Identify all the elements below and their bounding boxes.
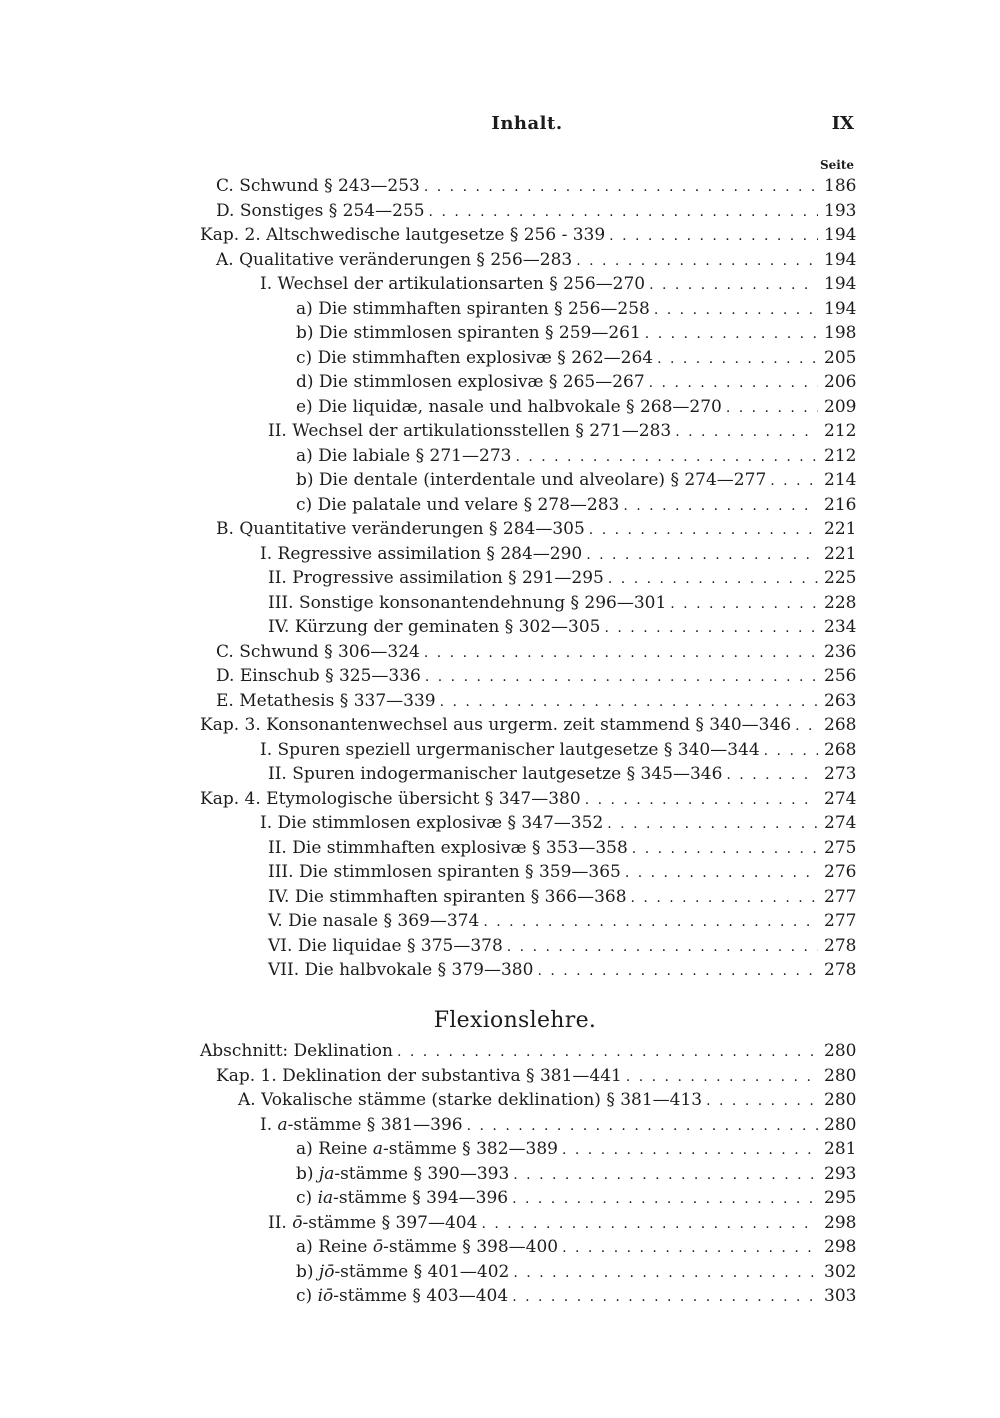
toc-entry-text: Die nasale § 369—374 (288, 911, 480, 931)
toc-entry-text: Die palatale und velare § 278—283 (317, 494, 620, 515)
toc-entry-text: Wechsel der artikulationsstellen § 271—283 (292, 421, 672, 441)
toc-entry-title (268, 836, 628, 861)
dot-leader (764, 739, 818, 764)
toc-entry (200, 1211, 857, 1236)
toc-entry-title (296, 1137, 558, 1162)
toc-entry-page: 280 (824, 1114, 857, 1135)
toc-entry-number: c) (296, 1188, 313, 1208)
toc-entry-page: 303 (824, 1286, 857, 1306)
toc-entry-text: Schwund § 243—253 (239, 176, 420, 196)
toc-entry-number: III. (268, 862, 294, 882)
toc-entry-text: Regressive assimilation § 284—290 (277, 543, 583, 564)
toc-entry-text: Die stimmhaften explosivæ § 353—358 (292, 837, 628, 858)
toc-entry-title (296, 370, 645, 395)
dot-leader (649, 273, 818, 298)
toc-entry-page: 236 (824, 641, 857, 662)
toc-entry-page: 280 (824, 1041, 857, 1061)
toc-entry-page: 268 (824, 739, 857, 760)
toc-entry-title (296, 1235, 558, 1260)
toc-entry-text: -stämme § 381—396 (287, 1114, 463, 1135)
dot-leader (675, 420, 818, 445)
toc-entry-text: Die liquidæ, nasale und halbvokale § 268—270 (318, 396, 722, 417)
toc-entry-page: 256 (824, 666, 857, 686)
toc-entry-text: Die stimmlosen spiranten § 259—261 (318, 323, 641, 343)
toc-entry-page: 293 (824, 1163, 857, 1184)
toc-entry (200, 542, 857, 567)
toc-entry-number: I. (260, 739, 273, 760)
dot-leader (537, 959, 818, 984)
toc-entry-title (296, 444, 511, 469)
toc-entry-text: Konsonantenwechsel aus urgerm. zeit stammend § 340—346 (266, 715, 792, 735)
dot-leader (512, 1187, 818, 1212)
toc-entry-text-tail: -stämme § 398—400 (383, 1237, 559, 1257)
toc-entry-text: Quantitative veränderungen § 284—305 (239, 519, 585, 539)
toc-entry-text-tail: -stämme § 382—389 (383, 1139, 558, 1159)
dot-leader (706, 1089, 818, 1114)
toc-entry-title (260, 542, 582, 567)
dot-leader (726, 396, 818, 421)
toc-entry-page: 221 (824, 519, 857, 539)
toc-entry-number: VI. (268, 935, 293, 956)
toc-entry-page: 275 (824, 837, 857, 858)
toc-entry-number: a) (296, 445, 313, 466)
toc-entry-number: A. (238, 1090, 256, 1110)
toc-entry-text: Reine (318, 1139, 373, 1159)
dot-leader (424, 641, 818, 666)
toc-entry-text: Die stimmlosen explosivæ § 347—352 (277, 813, 604, 833)
dot-leader (562, 1138, 818, 1163)
toc-entry (200, 272, 857, 297)
toc-entry-text: Die stimmlosen explosivæ § 265—267 (318, 372, 645, 392)
toc-entry-title (216, 640, 420, 665)
toc-entry-title (200, 223, 605, 248)
toc-entry-page: 277 (824, 886, 857, 907)
toc-entry (200, 1284, 857, 1309)
toc-entry-text: Die stimmhaften spiranten § 256—258 (318, 298, 650, 319)
toc-entry-text: Reine (318, 1237, 373, 1257)
toc-entry (200, 566, 857, 591)
toc-entry-title (200, 713, 791, 738)
toc-entry-page: 234 (824, 617, 857, 637)
toc-entry (200, 1162, 857, 1187)
toc-entry-number: c) (296, 1286, 313, 1306)
dot-leader (483, 910, 818, 935)
toc-entry-number: b) (296, 470, 314, 490)
toc-entry-number: C. (216, 176, 234, 196)
toc-entry-text: Altschwedische lautgesetze § 256 - 339 (266, 225, 606, 245)
toc-lautlehre-list (200, 174, 857, 983)
toc-entry (200, 738, 857, 763)
dot-leader (607, 812, 818, 837)
toc-entry-text: Wechsel der artikulationsarten § 256—270 (277, 274, 646, 294)
dot-leader (429, 200, 818, 225)
toc-entry (200, 689, 857, 714)
toc-entry-page: 295 (824, 1188, 857, 1208)
dot-leader (605, 616, 819, 641)
dot-leader (623, 494, 818, 519)
dot-leader (657, 347, 818, 372)
toc-entry-page: 278 (824, 960, 857, 980)
dot-leader (645, 322, 818, 347)
toc-entry-number: c) (296, 494, 313, 515)
toc-entry-page: 280 (824, 1090, 857, 1110)
toc-entry-stem: iō (317, 1286, 334, 1306)
toc-entry (200, 713, 857, 738)
toc-entry (200, 664, 857, 689)
toc-entry-page: 209 (824, 396, 857, 417)
toc-entry-number: Kap. 1. (216, 1065, 277, 1086)
toc-entry-number: D. (216, 200, 235, 221)
toc-entry-page: 225 (824, 568, 857, 588)
toc-entry-number: b) (296, 1261, 314, 1282)
toc-entry-number: II. (268, 1212, 287, 1233)
toc-entry-page: 273 (824, 764, 857, 784)
toc-entry (200, 346, 857, 371)
dot-leader (608, 567, 818, 592)
dot-leader (425, 665, 818, 690)
toc-entry-text: Die halbvokale § 379—380 (304, 960, 534, 980)
toc-entry-text-tail: -stämme § 390—393 (334, 1163, 510, 1184)
dot-leader (467, 1114, 818, 1139)
toc-entry-title (260, 811, 603, 836)
toc-entry-number: C. (216, 641, 234, 662)
toc-entry-page: 274 (824, 788, 857, 809)
toc-entry-text: Die stimmhaften spiranten § 366—368 (294, 886, 627, 907)
toc-entry-text-tail: -stämme § 394—396 (333, 1188, 509, 1208)
toc-entry (200, 1137, 857, 1162)
dot-leader (770, 469, 818, 494)
toc-entry-title (238, 1088, 702, 1113)
dot-leader (609, 224, 818, 249)
toc-entry (200, 1186, 857, 1211)
toc-entry-number: b) (296, 1163, 314, 1184)
toc-entry (200, 493, 857, 518)
toc-entry-number: IV. (268, 886, 290, 907)
toc-entry-page: 194 (824, 298, 857, 319)
toc-entry-title (200, 787, 581, 812)
toc-entry (200, 836, 857, 861)
toc-entry-text: Etymologische übersicht § 347—380 (266, 788, 581, 809)
toc-entry-page: 193 (824, 200, 857, 221)
toc-entry-page: 268 (824, 715, 857, 735)
toc-entry-number: Kap. 3. (200, 715, 261, 735)
toc-entry (200, 615, 857, 640)
toc-entry-text: Metathesis § 337—339 (239, 690, 436, 711)
toc-entry (200, 419, 857, 444)
toc-entry-title (216, 174, 420, 199)
toc-entry-title (296, 468, 766, 493)
toc-entry-title (268, 909, 479, 934)
toc-entry-number: d) (296, 372, 314, 392)
toc-entry-number: II. (268, 568, 287, 588)
dot-leader (632, 837, 818, 862)
toc-entry-title (296, 297, 650, 322)
toc-entry-number: III. (268, 592, 294, 613)
toc-entry-page: 186 (824, 176, 857, 196)
toc-entry-number: e) (296, 396, 313, 417)
toc-entry-stem: jō (318, 1261, 335, 1282)
toc-entry (200, 174, 857, 199)
toc-entry-number: b) (296, 323, 314, 343)
toc-entry-number: a) (296, 1237, 313, 1257)
toc-entry-page: 194 (824, 274, 857, 294)
toc-entry-number: I. (260, 543, 273, 564)
toc-entry-page: 205 (824, 347, 857, 368)
dot-leader (515, 445, 818, 470)
running-head (200, 113, 854, 137)
toc-entry-stem: ja (318, 1163, 335, 1184)
toc-entry (200, 468, 857, 493)
toc-entry-text: Spuren speziell urgermanischer lautgesetze § 340—344 (277, 739, 760, 760)
toc-entry-title (296, 321, 641, 346)
toc-entry-number: Kap. 2. (200, 225, 261, 245)
toc-entry-title (296, 1186, 508, 1211)
toc-entry (200, 248, 857, 273)
toc-entry-title (296, 493, 619, 518)
toc-entry-page: 212 (824, 421, 857, 441)
toc-entry-title (296, 1162, 509, 1187)
toc-entry-text-tail: -stämme § 403—404 (333, 1286, 509, 1306)
toc-entry (200, 199, 857, 224)
toc-entry (200, 1235, 857, 1260)
toc-entry-text: Sonstige konsonantendehnung § 296—301 (298, 592, 667, 613)
toc-entry-number: Kap. 4. (200, 788, 261, 809)
toc-entry-title (216, 664, 421, 689)
toc-entry-page: 278 (824, 935, 857, 956)
dot-leader (670, 592, 818, 617)
toc-entry-number: II. (268, 421, 287, 441)
toc-entry-stem: ia (317, 1188, 334, 1208)
toc-entry-title (296, 395, 722, 420)
toc-entry-page: 221 (824, 543, 857, 564)
toc-entry-title (216, 248, 572, 273)
toc-entry-page: 214 (824, 470, 857, 490)
toc-entry-title (296, 346, 653, 371)
toc-entry-number: c) (296, 347, 313, 368)
dot-leader (481, 1212, 818, 1237)
toc-entry-number: I. (260, 813, 273, 833)
dot-leader (625, 861, 818, 886)
toc-entry (200, 444, 857, 469)
toc-entry-page: 198 (824, 323, 857, 343)
toc-entry-number: a) (296, 1139, 313, 1159)
toc-entry (200, 934, 857, 959)
dot-leader (424, 175, 818, 200)
toc-entry-page: 194 (824, 249, 857, 270)
toc-entry-text: Qualitative veränderungen § 256—283 (239, 249, 573, 270)
toc-entry-text-tail: -stämme § 401—402 (334, 1261, 510, 1282)
toc-entry (200, 860, 857, 885)
toc-entry-page: 206 (824, 372, 857, 392)
toc-entry-number: Abschnitt: (200, 1041, 289, 1061)
toc-entry-page: 194 (824, 225, 857, 245)
toc-flexionslehre-list (200, 1039, 857, 1309)
dot-leader (513, 1261, 818, 1286)
toc-entry-title (268, 591, 666, 616)
toc-entry-number: B. (216, 519, 234, 539)
toc-entry-text: Schwund § 306—324 (239, 641, 420, 662)
toc-entry-title (216, 199, 425, 224)
section-heading: Flexionslehre. (433, 1008, 597, 1033)
toc-entry-text: Die stimmlosen spiranten § 359—365 (298, 862, 621, 882)
toc-entry-number: D. (216, 666, 235, 686)
toc-entry-text: Einschub § 325—336 (239, 666, 421, 686)
toc-entry-page: 302 (824, 1261, 857, 1282)
toc-entry-title (216, 517, 585, 542)
toc-entry-text-tail: -stämme § 397—404 (302, 1212, 478, 1233)
toc-entry-title (260, 1113, 463, 1138)
dot-leader (507, 935, 818, 960)
toc-entry-title (200, 1039, 393, 1064)
toc-entry-title (216, 689, 436, 714)
dot-leader (562, 1236, 818, 1261)
toc-entry (200, 1039, 857, 1064)
toc-entry-title (268, 934, 503, 959)
dot-leader (626, 1065, 818, 1090)
toc-entry (200, 958, 857, 983)
toc-entry-title (268, 860, 621, 885)
toc-entry-title (268, 566, 604, 591)
dot-leader (586, 543, 818, 568)
toc-entry-page: 228 (824, 592, 857, 613)
toc-entry (200, 909, 857, 934)
running-head-title: Inhalt. (491, 113, 563, 134)
toc-entry-title (268, 958, 533, 983)
dot-leader (585, 788, 818, 813)
dot-leader (589, 518, 818, 543)
toc-entry (200, 1088, 857, 1113)
dot-leader (513, 1163, 818, 1188)
toc-entry (200, 370, 857, 395)
page-number: IX (831, 113, 854, 134)
toc-entry-number: E. (216, 690, 234, 711)
toc-entry-number: IV. (268, 617, 290, 637)
toc-entry-title (296, 1260, 509, 1285)
toc-entry-text: Die dentale (interdentale und alveolare) § 274—277 (318, 470, 767, 490)
toc-entry-number: II. (268, 764, 287, 784)
dot-leader (440, 690, 818, 715)
toc-entry-title (268, 419, 671, 444)
dot-leader (649, 371, 818, 396)
toc-entry-page: 298 (824, 1212, 857, 1233)
toc-entry-page: 276 (824, 862, 857, 882)
toc-entry-text: Sonstiges § 254—255 (239, 200, 425, 221)
toc-entry (200, 762, 857, 787)
dot-leader (576, 249, 818, 274)
toc-entry-text: Progressive assimilation § 291—295 (292, 568, 604, 588)
dot-leader (795, 714, 818, 739)
toc-entry (200, 297, 857, 322)
toc-entry-number: A. (216, 249, 234, 270)
dot-leader (512, 1285, 818, 1310)
toc-entry-text: Deklination der substantiva § 381—441 (282, 1065, 622, 1086)
toc-entry-page: 281 (824, 1139, 857, 1159)
toc-entry-title (268, 1211, 477, 1236)
toc-entry-page: 212 (824, 445, 857, 466)
toc-entry-text: Vokalische stämme (starke deklination) § 381—413 (261, 1090, 703, 1110)
toc-entry (200, 885, 857, 910)
toc-entry-stem: ō (372, 1237, 384, 1257)
toc-entry-page: 298 (824, 1237, 857, 1257)
toc-entry-text: Die liquidae § 375—378 (297, 935, 503, 956)
toc-entry-number: VII. (268, 960, 300, 980)
toc-entry-page: 263 (824, 690, 857, 711)
toc-entry-text: Spuren indogermanischer lautgesetze § 345—346 (292, 764, 723, 784)
toc-entry-stem: a (372, 1139, 384, 1159)
toc-entry-number: I. (260, 1114, 273, 1135)
toc-entry-title (260, 738, 760, 763)
toc-entry (200, 591, 857, 616)
toc-entry-title (260, 272, 645, 297)
toc-entry (200, 1113, 857, 1138)
toc-entry-stem: ō (292, 1212, 303, 1233)
toc-entry-title (216, 1064, 622, 1089)
toc-entry (200, 223, 857, 248)
toc-entry-page: 216 (824, 494, 857, 515)
toc-entry (200, 787, 857, 812)
toc-entry-page: 277 (824, 911, 857, 931)
toc-entry-title (268, 615, 601, 640)
toc-entry-number: II. (268, 837, 287, 858)
toc-entry-text: Kürzung der geminaten § 302—305 (294, 617, 601, 637)
toc-entry-number: a) (296, 298, 313, 319)
toc-entry (200, 1260, 857, 1285)
toc-entry-title (268, 762, 722, 787)
toc-entry (200, 395, 857, 420)
dot-leader (631, 886, 818, 911)
toc-entry-text: Die labiale § 271—273 (318, 445, 512, 466)
toc-entry (200, 811, 857, 836)
toc-entry-page: 280 (824, 1065, 857, 1086)
toc-entry-stem: a (277, 1114, 288, 1135)
toc-entry (200, 517, 857, 542)
toc-entry (200, 1064, 857, 1089)
toc-entry-number: V. (268, 911, 283, 931)
toc-entry-number: I. (260, 274, 273, 294)
dot-leader (726, 763, 818, 788)
toc-entry-title (296, 1284, 508, 1309)
dot-leader (397, 1040, 818, 1065)
dot-leader (654, 298, 818, 323)
toc-entry-page: 274 (824, 813, 857, 833)
toc-entry-title (268, 885, 627, 910)
toc-entry (200, 640, 857, 665)
page-column-label: Seite (819, 158, 854, 172)
toc-entry-text: Die stimmhaften explosivæ § 262—264 (317, 347, 654, 368)
toc-entry-text: Deklination (293, 1041, 393, 1061)
toc-entry (200, 321, 857, 346)
